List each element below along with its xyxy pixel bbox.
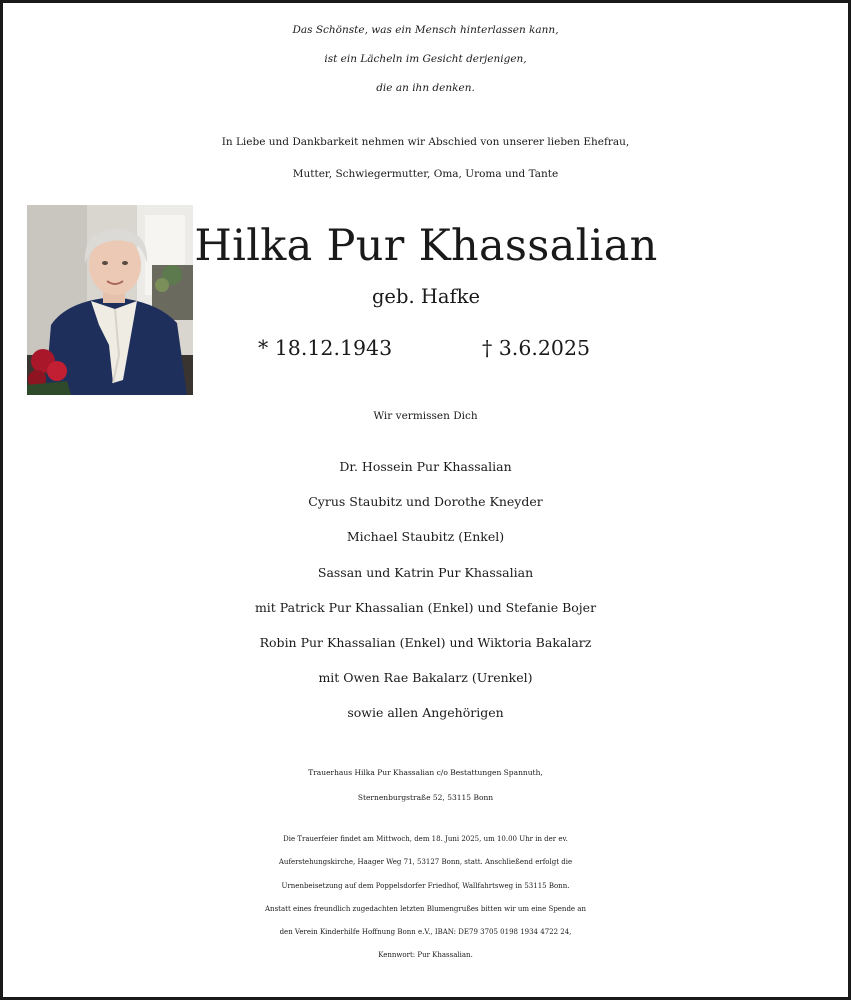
- birth-date: * 18.12.1943: [258, 336, 393, 360]
- address-line: Sternenburgstraße 52, 53115 Bonn: [357, 793, 494, 802]
- mourner-line: Robin Pur Khassalian (Enkel) und Wiktoria Bakalarz: [259, 635, 592, 651]
- ceremony-line: Kennwort: Pur Khassalian.: [378, 951, 473, 960]
- mourner-line: sowie allen Angehörigen: [347, 705, 504, 721]
- ceremony-line: Die Trauerfeier findet am Mittwoch, dem 18. Juni 2025, um 10.00 Uhr in der ev.: [283, 835, 568, 843]
- intro-line: In Liebe und Dankbarkeit nehmen wir Abschied von unserer lieben Ehefrau,: [221, 136, 630, 148]
- mourner-line: Sassan und Katrin Pur Khassalian: [317, 564, 534, 580]
- ceremony-line: den Verein Kinderhilfe Hoffnung Bonn e.V., IBAN: DE79 3705 0198 1934 4722 24,: [279, 928, 572, 937]
- mourners-list: [0, 449, 851, 731]
- poem-quote: [0, 16, 851, 103]
- poem-line: Das Schönste, was ein Mensch hinterlassen kann,: [292, 24, 559, 36]
- address-line: Trauerhaus Hilka Pur Khassalian c/o Bestattungen Spannuth,: [308, 768, 543, 777]
- mourner-line: Dr. Hossein Pur Khassalian: [339, 459, 512, 474]
- birth-name: geb. Hafke: [371, 285, 481, 308]
- deceased-name: Hilka Pur Khassalian: [194, 221, 658, 271]
- death-date: † 3.6.2025: [482, 336, 591, 360]
- intro-line: Mutter, Schwiegermutter, Oma, Uroma und Tante: [292, 168, 559, 180]
- mourner-line: mit Owen Rae Bakalarz (Urenkel): [318, 670, 533, 686]
- poem-line: ist ein Lächeln im Gesicht derjenigen,: [324, 53, 527, 65]
- ceremony-details: [0, 828, 851, 968]
- portrait-photo: [27, 205, 193, 395]
- closing-line: Wir vermissen Dich: [373, 410, 478, 422]
- ceremony-line: Auferstehungskirche, Haager Weg 71, 53127 Bonn, statt. Anschließend erfolgt die: [278, 858, 573, 867]
- ceremony-line: Anstatt eines freundlich zugedachten letzten Blumengrußes bitten wir um eine Spende an: [265, 904, 586, 913]
- poem-line: die an ihn denken.: [376, 82, 475, 94]
- ceremony-line: Urnenbeisetzung auf dem Poppelsdorfer Friedhof, Wallfahrtsweg in 53115 Bonn.: [281, 881, 570, 890]
- farewell-intro: [0, 126, 851, 190]
- mourner-line: Michael Staubitz (Enkel): [346, 529, 505, 545]
- mourner-line: Cyrus Staubitz und Dorothe Kneyder: [308, 494, 543, 510]
- mourning-house-address: [0, 760, 851, 810]
- mourner-line: mit Patrick Pur Khassalian (Enkel) und Stefanie Bojer: [254, 599, 597, 615]
